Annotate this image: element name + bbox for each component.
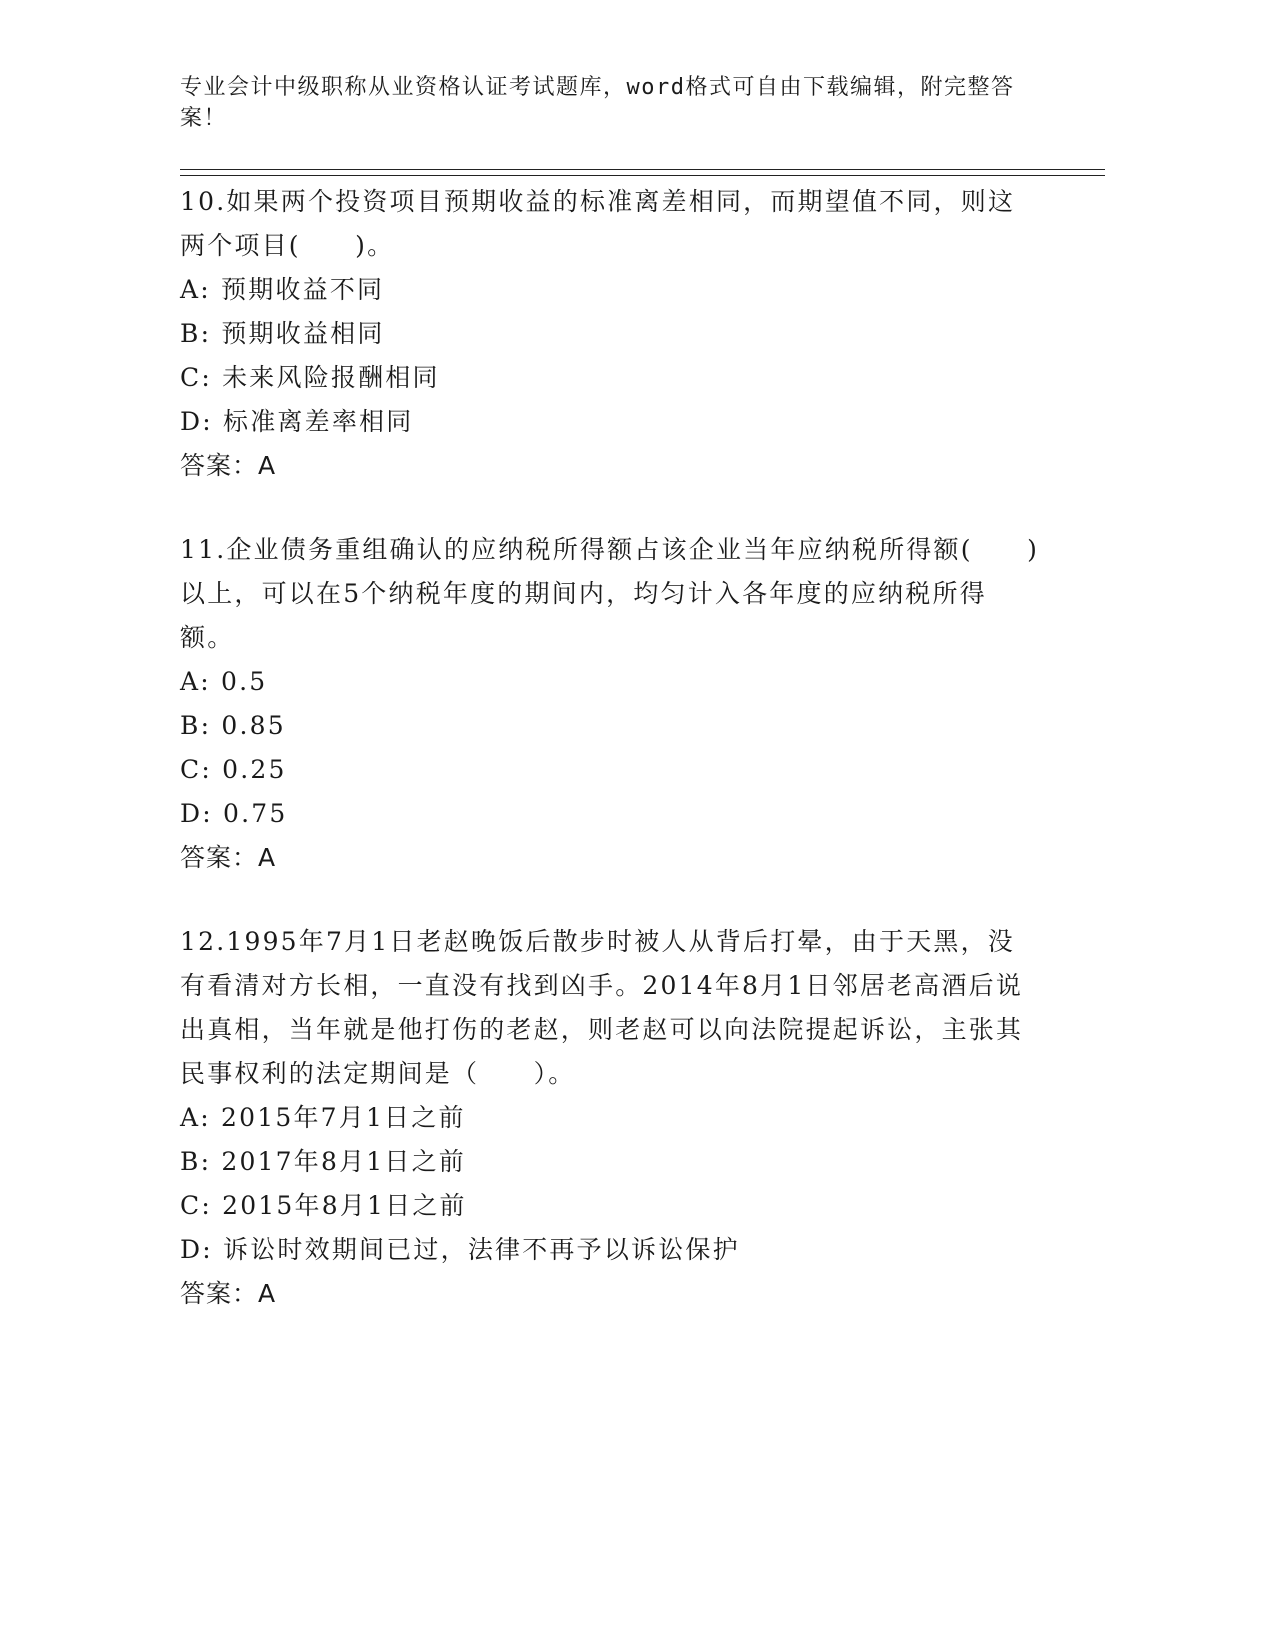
option-a: A: 预期收益不同 bbox=[180, 275, 385, 304]
question-text: 12.1995年7月1日老赵晚饭后散步时被人从背后打晕，由于天黑，没有看清对方长相，一直没有找到凶手。2014年8月1日邻居老高酒后说出真相，当年就是他打伤的老赵，则老赵可以向法院提起诉讼，主张其民事权利的法定期间是（ ）。 bbox=[180, 927, 1024, 1088]
answer: 答案：A bbox=[180, 1279, 277, 1308]
option-b: B: 预期收益相同 bbox=[180, 319, 385, 348]
option-c: C: 2015年8月1日之前 bbox=[180, 1191, 467, 1220]
question-10 bbox=[180, 180, 1040, 488]
option-b: B: 0.85 bbox=[180, 711, 286, 740]
option-d: D: 标准离差率相同 bbox=[180, 407, 414, 436]
option-d: D: 诉讼时效期间已过，法律不再予以诉讼保护 bbox=[180, 1235, 740, 1264]
option-c: C: 未来风险报酬相同 bbox=[180, 363, 440, 392]
document-header: 专业会计中级职称从业资格认证考试题库，word格式可自由下载编辑，附完整答案！ bbox=[180, 75, 1015, 131]
answer: 答案：A bbox=[180, 843, 277, 872]
option-b: B: 2017年8月1日之前 bbox=[180, 1147, 466, 1176]
option-a: A: 2015年7月1日之前 bbox=[180, 1103, 466, 1132]
header-divider bbox=[180, 175, 1105, 176]
answer: 答案：A bbox=[180, 451, 277, 480]
header-divider bbox=[180, 169, 1105, 170]
question-text: 10.如果两个投资项目预期收益的标准离差相同，而期望值不同，则这两个项目( )。 bbox=[180, 187, 1016, 260]
question-12 bbox=[180, 920, 1040, 1316]
option-c: C: 0.25 bbox=[180, 755, 287, 784]
option-d: D: 0.75 bbox=[180, 799, 288, 828]
question-text: 11.企业债务重组确认的应纳税所得额占该企业当年应纳税所得额( )以上，可以在5个纳税年度的期间内，均匀计入各年度的应纳税所得额。 bbox=[180, 535, 1040, 652]
question-11 bbox=[180, 528, 1040, 880]
option-a: A: 0.5 bbox=[180, 667, 268, 696]
